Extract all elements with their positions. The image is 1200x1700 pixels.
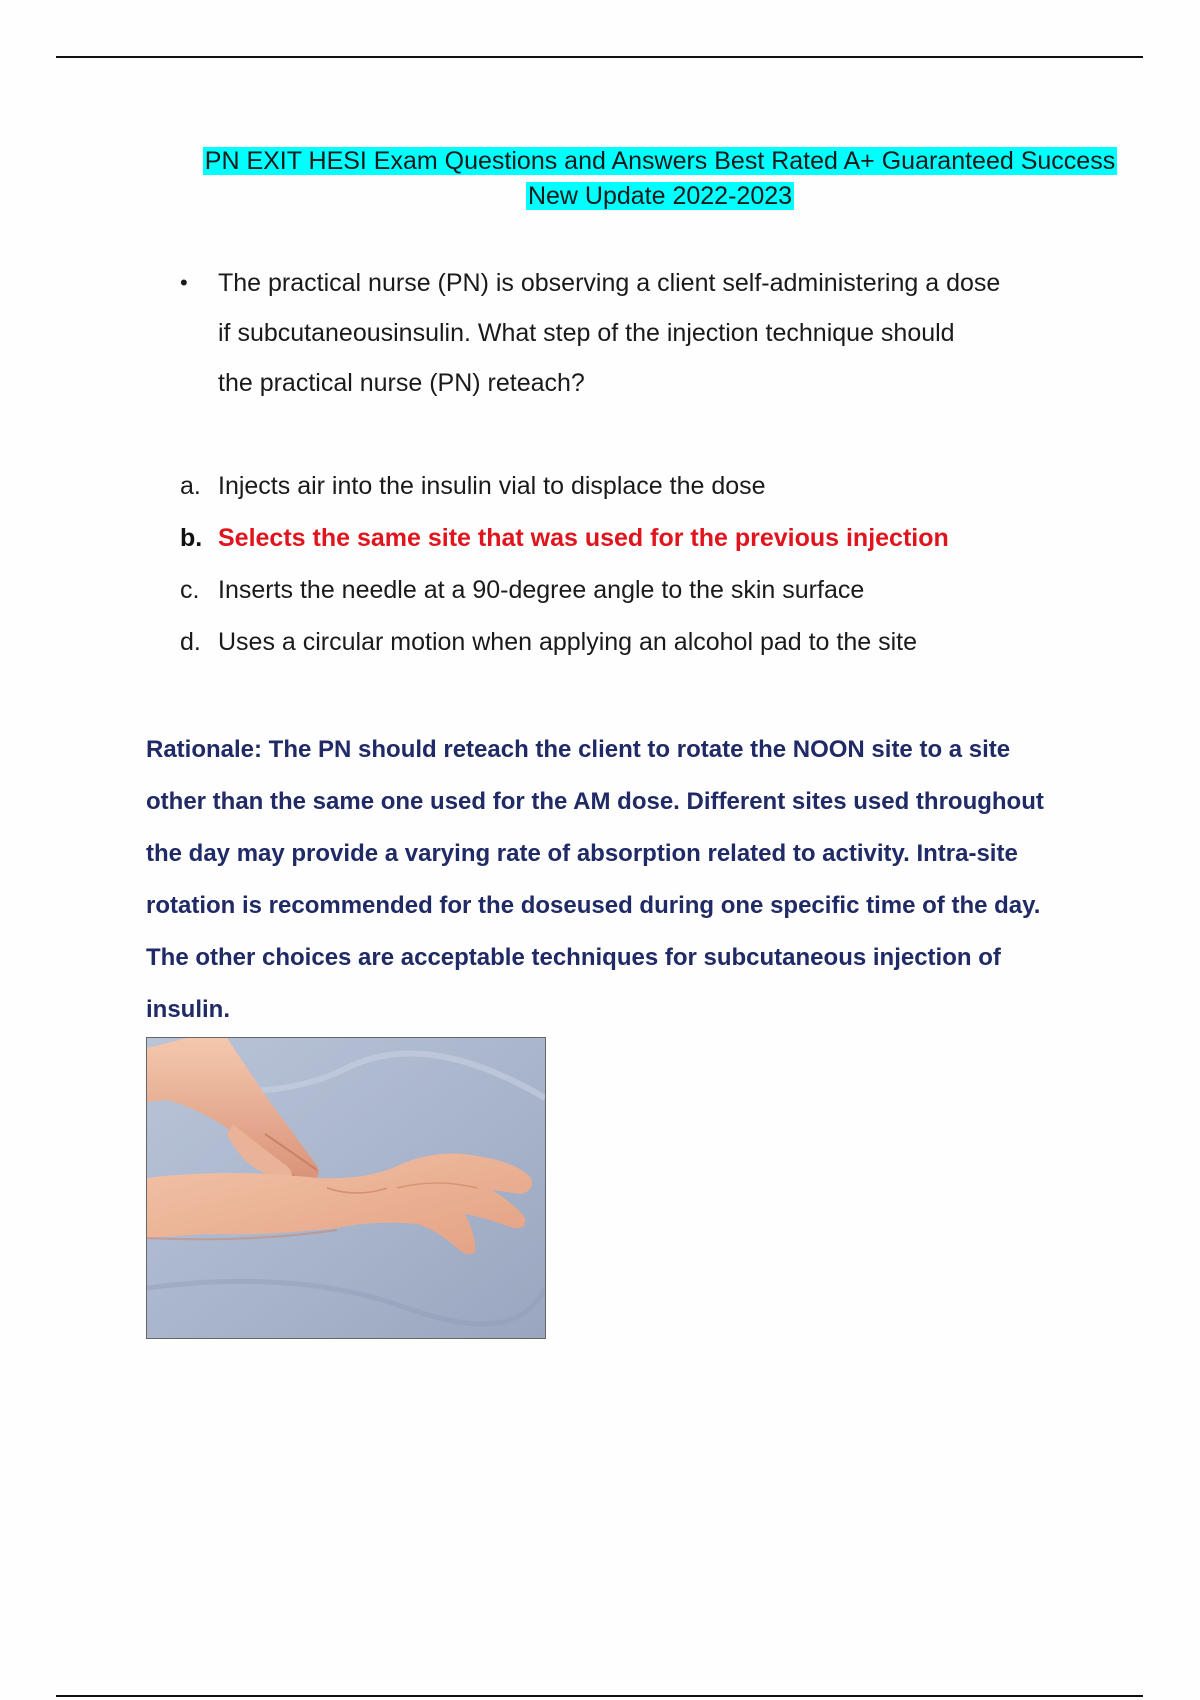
bullet-icon: • bbox=[180, 270, 188, 295]
option-letter: d. bbox=[180, 628, 201, 656]
question-text bbox=[218, 258, 1060, 408]
rationale-line-6: insulin. bbox=[146, 996, 230, 1023]
option-text: Selects the same site that was used for the previous injection bbox=[218, 524, 949, 552]
top-rule bbox=[56, 56, 1143, 58]
rationale-line-5: The other choices are acceptable techniques for subcutaneous injection of bbox=[146, 944, 1001, 971]
question-line-2: if subcutaneousinsulin. What step of the injection technique should bbox=[218, 319, 955, 347]
rationale-line-1: Rationale: The PN should reteach the client to rotate the NOON site to a site bbox=[146, 736, 1011, 763]
rationale-line-2: other than the same one used for the AM dose. Different sites used throughout bbox=[146, 788, 1044, 815]
option-text: Injects air into the insulin vial to displace the dose bbox=[218, 472, 766, 500]
question-line-1: The practical nurse (PN) is observing a client self-administering a dose bbox=[218, 269, 1001, 297]
option-letter: a. bbox=[180, 472, 201, 500]
option-b-correct bbox=[180, 512, 1080, 564]
option-text: Uses a circular motion when applying an alcohol pad to the site bbox=[218, 628, 918, 656]
page-title bbox=[150, 144, 1170, 214]
rationale-line-3: the day may provide a varying rate of absorption related to activity. Intra-site bbox=[146, 840, 1018, 867]
question-block bbox=[180, 258, 1060, 408]
option-d bbox=[180, 616, 1080, 668]
option-c bbox=[180, 564, 1080, 616]
option-letter: b. bbox=[180, 524, 203, 552]
option-letter: c. bbox=[180, 576, 200, 604]
bottom-rule bbox=[56, 1695, 1143, 1697]
rationale-line-4: rotation is recommended for the doseused during one specific time of the day. bbox=[146, 892, 1041, 919]
title-line-1: PN EXIT HESI Exam Questions and Answers Best Rated A+ Guaranteed Success bbox=[204, 147, 1116, 175]
option-a bbox=[180, 460, 1080, 512]
answer-options bbox=[180, 460, 1080, 668]
title-line-2: New Update 2022-2023 bbox=[527, 182, 793, 210]
question-line-3: the practical nurse (PN) reteach? bbox=[218, 369, 585, 397]
option-text: Inserts the needle at a 90-degree angle to the skin surface bbox=[218, 576, 865, 604]
rationale bbox=[146, 724, 1106, 1036]
wrist-pulse-photo bbox=[146, 1037, 546, 1339]
